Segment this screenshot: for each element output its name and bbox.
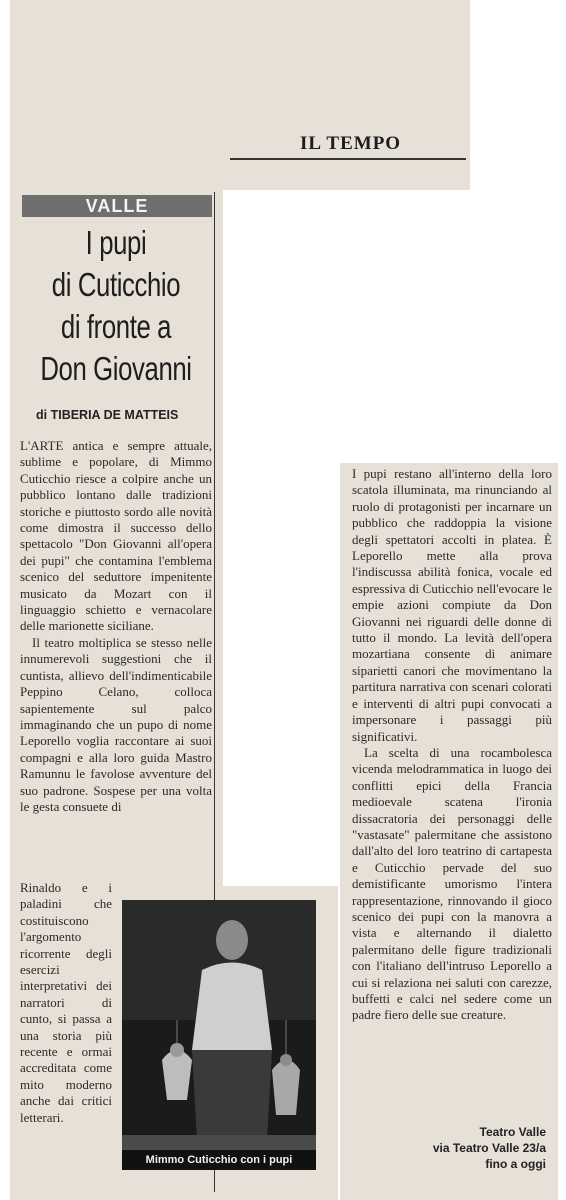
left-column-narrow-text [20, 880, 112, 1126]
headline-line: di fronte a [60, 308, 172, 345]
headline-line: di Cuticchio [51, 266, 181, 303]
photo-caption: Mimmo Cuticchio con i pupi [122, 1150, 316, 1170]
clipping-masthead-strip [10, 0, 470, 190]
venue-info [433, 1124, 546, 1172]
article-photo [122, 900, 316, 1168]
venue-dates: fino a oggi [485, 1157, 546, 1171]
left-column-text [20, 438, 212, 815]
paragraph: I pupi restano all'interno della loro scatola illuminata, ma rinunciando al ruolo di protagonisti per incarnare un pubblico che raddoppia la visione degli spettatori accolti in platea. È Leporello mette alla prova l'indiscussa abilità fonica, vocale ed espressiva di Cuticchio nell'evocare le empie azioni compiute da Don Giovanni nei riguardi delle donne di tutto il mondo. La levità dell'opera mozartiana consente di animare siparietti canori che movimentano la partitura narrativa con scenari colorati e interventi di altri pupi convocati a impersonare i passaggi più significativi. [352, 466, 552, 744]
paragraph: Rinaldo e i paladini che costituiscono l'argomento ricorrente degli esercizi interpretativi dei narratori di cunto, si passa a una storia più recente e ormai accreditata come mito moderno anche dai critici letterari. [20, 880, 112, 1125]
venue-address: via Teatro Valle 23/a [432, 1141, 546, 1155]
paragraph: Il teatro moltiplica se stesso nelle innumerevoli suggestioni che il cuntista, allievo dell'indimenticabile Peppino Celano, colloca sapientemente sul palco immaginando che un pupo di nome Leporello voglia raccontare ai suoi compagni e alla loro guida Mastro Ramunnu le favolose avventure del suo padrone. Sospese per una volta le gesta consuete di [20, 634, 212, 814]
puppeteer-photo-illustration [122, 900, 316, 1168]
headline-line: Don Giovanni [40, 350, 192, 387]
article-headline [40, 222, 193, 390]
masthead-rule [230, 158, 466, 160]
venue-name: Teatro Valle [479, 1125, 546, 1139]
newspaper-name: IL TEMPO [300, 133, 402, 154]
section-label: VALLE [22, 195, 212, 217]
paragraph: La scelta di una rocambolesca vicenda melodrammatica in luogo dei conflitti epici della Francia medioevale scatena l'ironia dissacratoria dei personaggi delle "vastasate" palermitane che assistono dall'alto del loro teatrino di cartapesta e Cuticchio pervade del suo demistificante umorismo l'intera rappresentazione, rinnovando il gioco scenico dei pupi con la manovra a vista e alternando il dialetto palermitano delle figure tradizionali con l'italiano dell'intruso Leporello a cui si relaziona nei saluti con carezze, buffetti e calci nel sedere come un padre fiero delle sue creature. [352, 744, 552, 1023]
paragraph: L'ARTE antica e sempre attuale, sublime e popolare, di Mimmo Cuticchio riesce a colpire anche un pubblico lontano dalle tradizioni storiche e piuttosto sordo alle novità come dimostra il successo dello spettacolo "Don Giovanni all'opera dei pupi" che contamina l'emblema scenico del seduttore impenitente musicato da Mozart con il linguaggio schietto e vernacolare delle marionette siciliane. [20, 438, 212, 634]
right-column-text [352, 466, 552, 1024]
headline-line: I pupi [85, 224, 147, 261]
byline: di TIBERIA DE MATTEIS [36, 408, 179, 422]
